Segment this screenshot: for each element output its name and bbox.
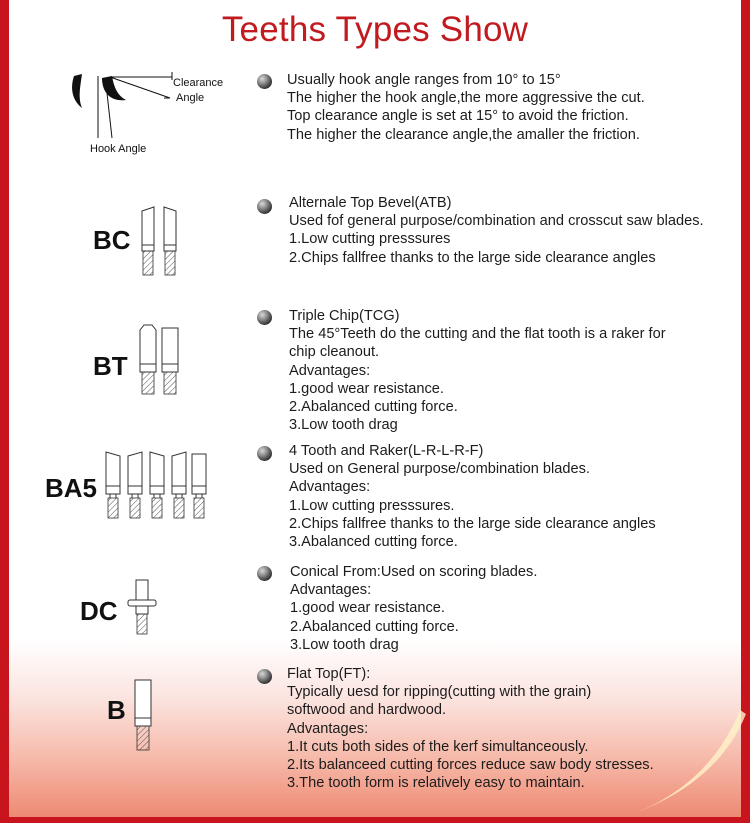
section-6-text: Flat Top(FT): Typically uesd for ripping(cutting with the grain) softwood and hardwood. Advantages: 1.It cuts both sides of the kerf simultanceously. 2.Its balanceed cutting forces reduce saw body stresses. 3.The tooth form is relatively easy to maintain.: [287, 666, 654, 792]
angle-label: Angle: [176, 92, 205, 104]
page-title: Teeths Types Show: [221, 10, 529, 49]
code-b: B: [107, 695, 126, 725]
section-4-text: 4 Tooth and Raker(L-R-L-R-F) Used on General purpose/combination blades. Advantages: 1.Low cutting presssures. 2.Chips fallfree thanks to the large side clearance angles 3.Abalanced cutting force.: [289, 443, 656, 551]
hook-angle-label: Hook Angle: [90, 143, 147, 155]
bullet-icon: [257, 74, 272, 89]
bt-tooth-icon: [138, 322, 182, 396]
section-3-text: Triple Chip(TCG) The 45°Teeth do the cutting and the flat tooth is a raker for chip cleanout. Advantages: 1.good wear resistance. 2.Abalanced cutting force. 3.Low tooth drag: [289, 308, 666, 434]
bc-tooth-icon: [140, 205, 180, 277]
ba5-tooth-icon: [104, 448, 210, 522]
code-bt: BT: [93, 351, 128, 381]
bullet-icon: [257, 310, 272, 325]
code-bc: BC: [93, 225, 131, 255]
code-ba5: BA5: [45, 473, 98, 503]
hook-angle-diagram: [60, 70, 180, 150]
bullet-icon: [257, 446, 272, 461]
bullet-icon: [257, 199, 272, 214]
b-tooth-icon: [132, 678, 156, 754]
code-dc: DC: [80, 596, 118, 626]
light-streak-decoration: [600, 700, 750, 823]
bullet-icon: [257, 669, 272, 684]
clearance-label: Clearance: [173, 77, 224, 89]
section-1-text: Usually hook angle ranges from 10° to 15° The higher the hook angle,the more aggressive the cut. Top clearance angle is set at 15° to avoid the friction. The higher the clearance angle,the amaller the friction.: [287, 72, 645, 143]
section-2-text: Alternale Top Bevel(ATB) Used fof general purpose/combination and crosscut saw blades. 1.Low cutting presssures 2.Chips fallfree thanks to the large side clearance angles: [289, 195, 704, 266]
dc-tooth-icon: [124, 578, 164, 636]
section-5-text: Conical From:Used on scoring blades. Advantages: 1.good wear resistance. 2.Abalanced cutting force. 3.Low tooth drag: [290, 564, 538, 653]
bullet-icon: [257, 566, 272, 581]
